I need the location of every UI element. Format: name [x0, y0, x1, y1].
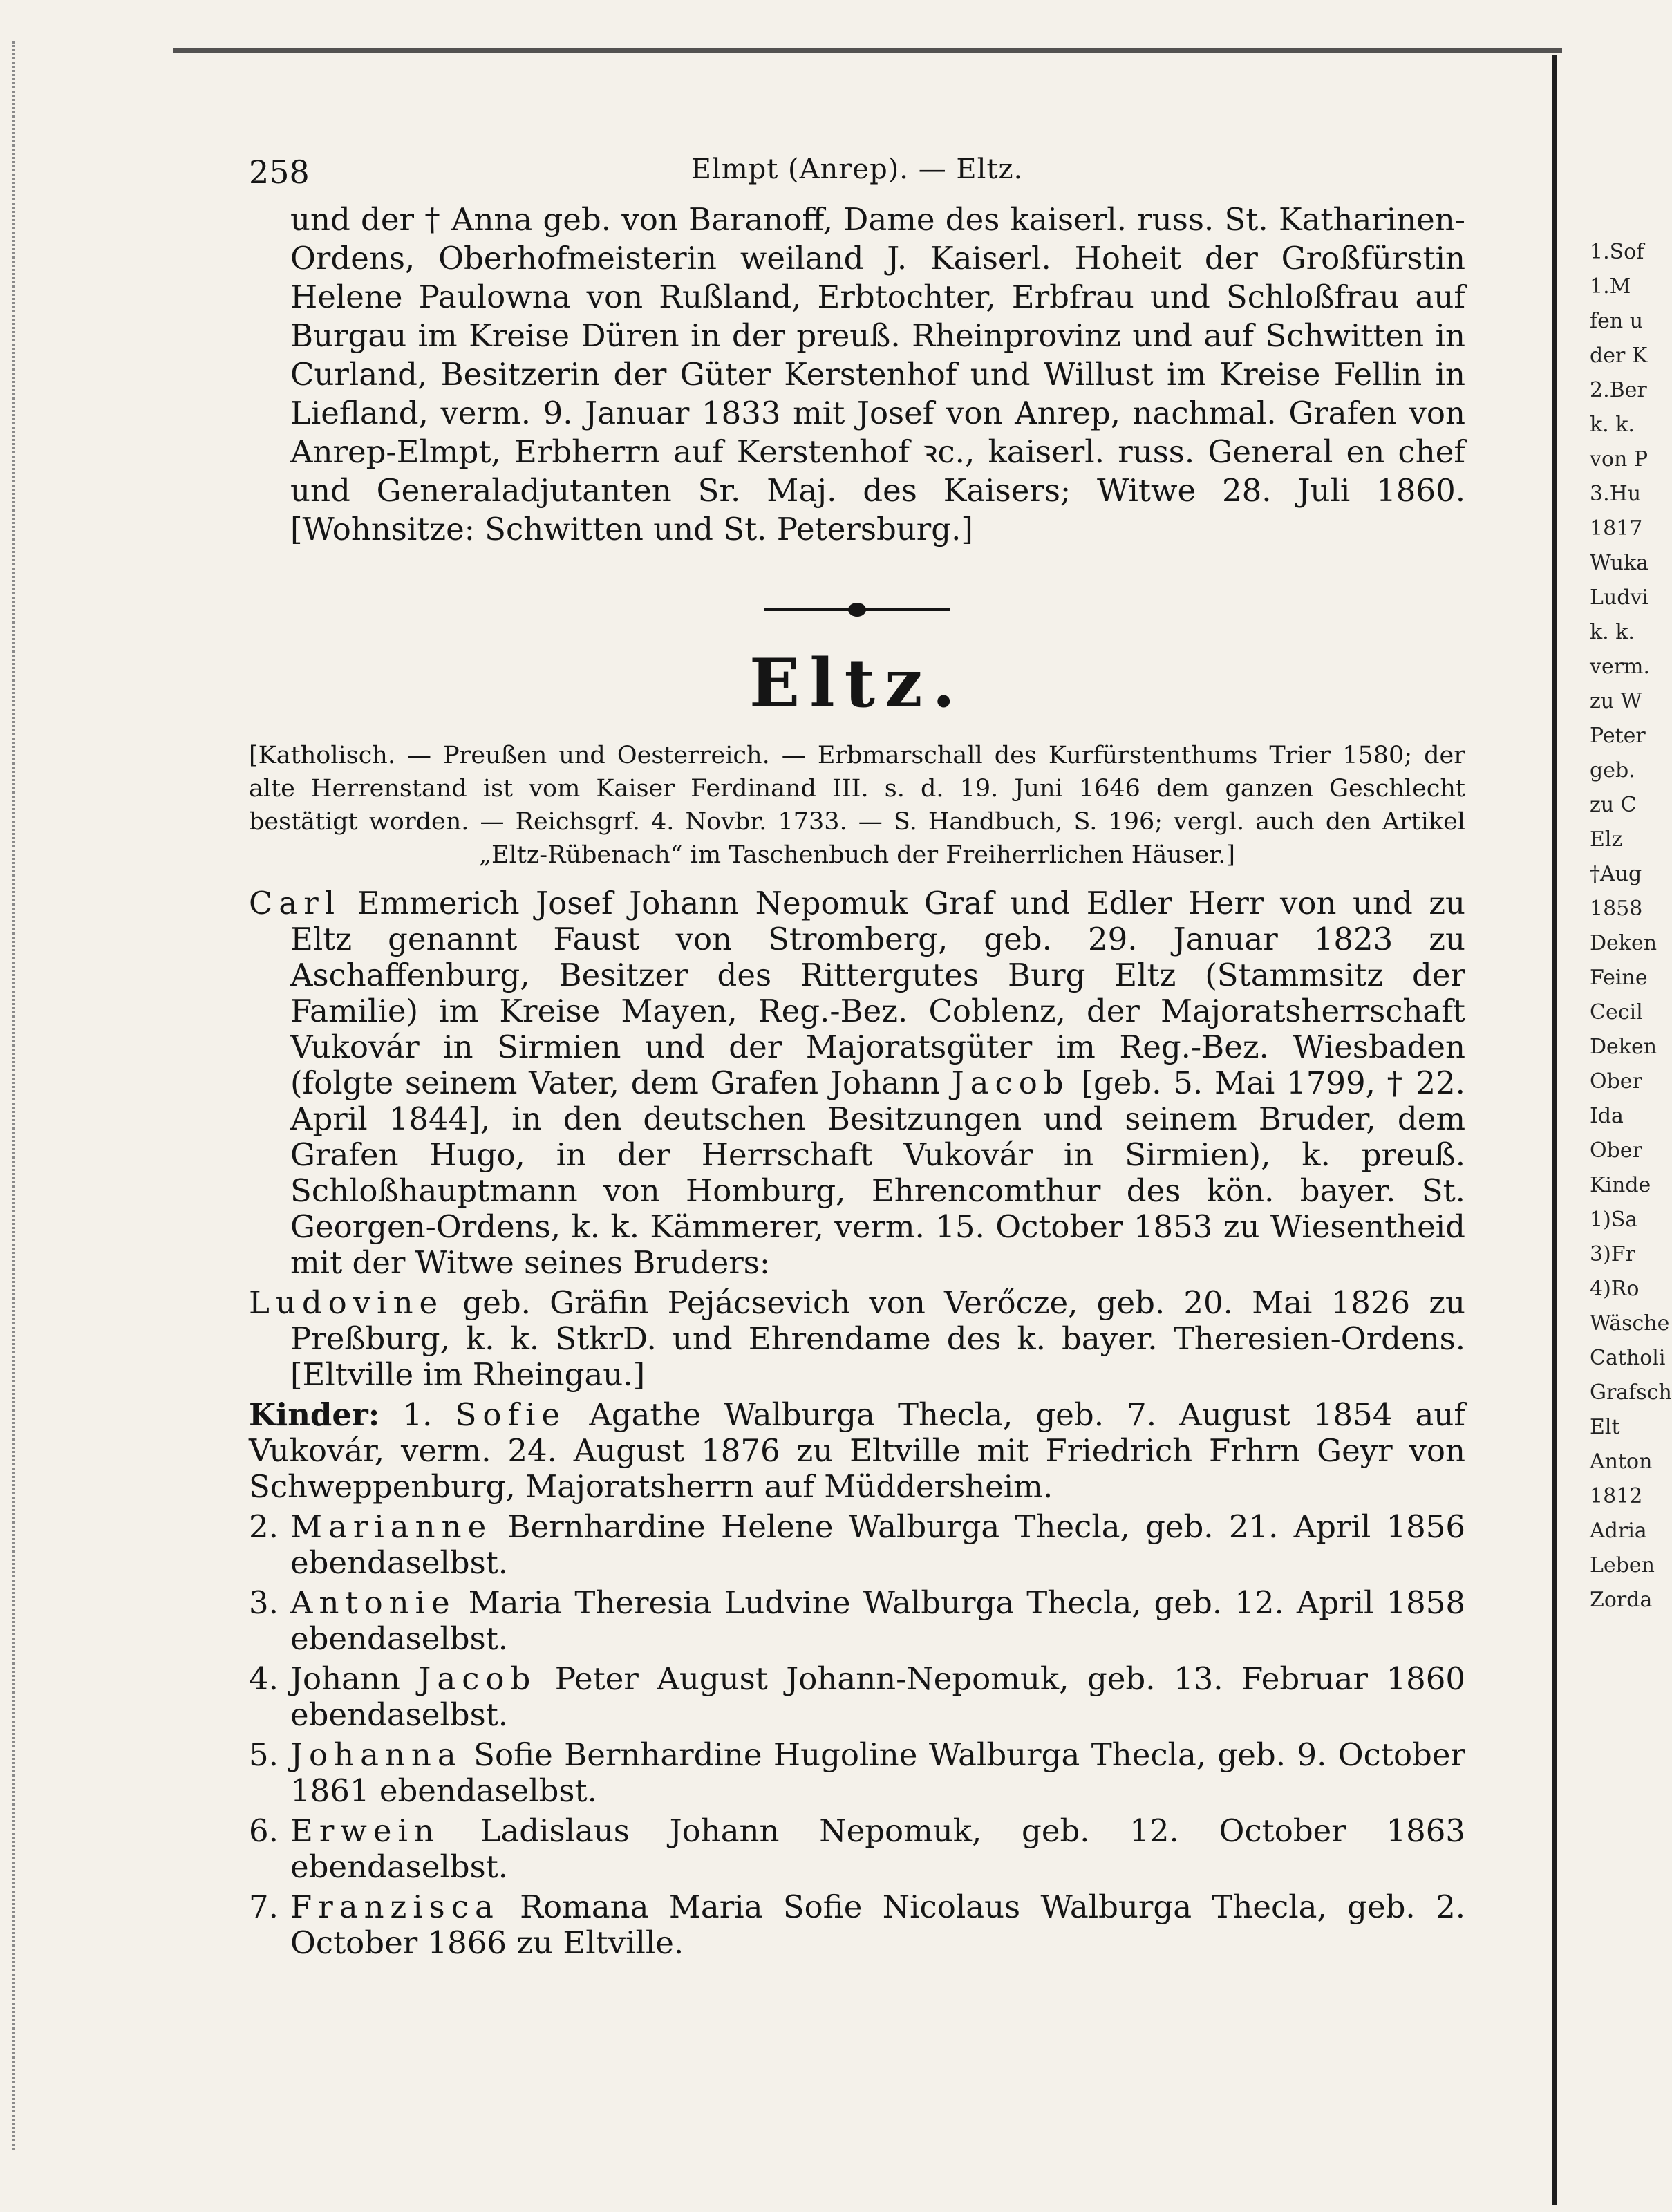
child-item: [249, 1585, 1465, 1657]
neighbor-page-fragment: 4)Ro: [1590, 1277, 1640, 1301]
neighbor-page-fragment: 1)Sa: [1590, 1208, 1638, 1232]
page: [249, 138, 1465, 1961]
child-number: 6.: [249, 1812, 279, 1849]
child-name: Sofie: [455, 1396, 567, 1433]
child-text: [290, 1661, 1465, 1733]
neighbor-page-fragment: k. k.: [1590, 413, 1635, 437]
head-of-house-text-after: [geb. 5. Mai 1799, † 22. April 1844], in den deutschen Besitzungen und seinem Bruder, dem Grafen Hugo, in der Herrschaft Vukovár in Sirmien), k. preuß. Schloßhauptmann von Homburg, Ehrencomthur des kön. bayer. St. Georgen-Ordens, k. k. Kämmerer, verm. 15. October 1853 zu Wiesentheid mit der Witwe seines Bruders:: [290, 1065, 1465, 1281]
neighbor-page-fragment: Deken: [1590, 931, 1657, 955]
neighbor-page-fragment: Ida: [1590, 1104, 1624, 1128]
family-title: Eltz.: [749, 644, 965, 722]
page-number: 258: [249, 153, 310, 191]
divider-dot: [848, 603, 866, 617]
child-item: [249, 1661, 1465, 1733]
neighbor-page-fragment: Ober: [1590, 1138, 1642, 1163]
neighbor-page-fragment: 2.Ber: [1590, 378, 1647, 402]
neighbor-page-fragment: Catholi: [1590, 1346, 1666, 1370]
neighbor-page-fragment: zu C: [1590, 793, 1637, 817]
child-item: [249, 1889, 1465, 1961]
child-number: 3.: [249, 1584, 279, 1621]
neighbor-page-fragment: k. k.: [1590, 620, 1635, 644]
child-number: 1.: [402, 1396, 433, 1433]
child-description: Bernhardine Helene Walburga Thecla, geb. 21. April 1856 ebendaselbst.: [290, 1508, 1465, 1581]
neighbor-page-fragment: 1.Sof: [1590, 240, 1644, 264]
neighbor-page-fragment: von P: [1590, 447, 1648, 471]
child-number: 2.: [249, 1508, 279, 1545]
neighbor-page-fragment: 3.Hu: [1590, 482, 1642, 506]
child-name: Erwein: [290, 1812, 440, 1849]
neighbor-page-strip: [1590, 235, 1672, 2143]
continuation-paragraph: und der † Anna geb. von Baranoff, Dame des kaiserl. russ. St. Katharinen-Ordens, Oberhofmeisterin weiland J. Kaiserl. Hoheit der Großfürstin Helene Paulowna von Rußland, Erbtochter, Erbfrau und Schloßfrau auf Burgau im Kreise Düren in der preuß. Rheinprovinz und auf Schwitten in Curland, Besitzerin der Güter Kerstenhof und Willust im Kreise Fellin in Liefland, verm. 9. Januar 1833 mit Josef von Anrep, nachmal. Grafen von Anrep-Elmpt, Erbherrn auf Kerstenhof ꝛc., kaiserl. russ. General en chef und Generaladjutanten Sr. Maj. des Kaisers; Witwe 28. Juli 1860. [Wohnsitze: Schwitten und St. Petersburg.]: [290, 201, 1465, 547]
neighbor-page-fragment: Wäsche: [1590, 1311, 1670, 1335]
neighbor-page-fragment: zu W: [1590, 689, 1642, 713]
child-name: Antonie: [290, 1584, 456, 1621]
head-of-house-name: Carl: [249, 885, 341, 921]
neighbor-page-fragment: der K: [1590, 344, 1648, 368]
neighbor-page-fragment: Feine: [1590, 966, 1648, 990]
neighbor-page-fragment: 1.M: [1590, 274, 1631, 299]
child-description: Sofie Bernhardine Hugoline Walburga Thecla, geb. 9. October 1861 ebendaselbst.: [290, 1736, 1466, 1809]
neighbor-page-fragment: verm.: [1590, 655, 1651, 679]
head-of-house-text: Emmerich Josef Johann Nepomuk Graf und Edler Herr von und zu Eltz genannt Faust von Stromberg, geb. 29. Januar 1823 zu Aschaffenburg, Besitzer des Rittergutes Burg Eltz (Stammsitz der Familie) im Kreise Mayen, Reg.-Bez. Coblenz, der Majoratsherrschaft Vukovár in Sirmien und der Majoratsgüter im Reg.-Bez. Wiesbaden (folgte seinem Vater, dem Grafen Johann: [290, 885, 1465, 1101]
child-text: [290, 1509, 1465, 1581]
child-description: Romana Maria Sofie Nicolaus Walburga Thecla, geb. 2. October 1866 zu Eltville.: [290, 1888, 1465, 1961]
neighbor-page-fragment: geb.: [1590, 758, 1635, 782]
family-summary: [Katholisch. — Preußen und Oesterreich. — Erbmarschall des Kurfürstenthums Trier 1580; der alte Herrenstand ist vom Kaiser Ferdinand III. s. d. 19. Juni 1646 dem ganzen Geschlecht bestätigt worden. — Reichsgrf. 4. Novbr. 1733. — S. Handbuch, S. 196; vergl. auch den Artikel „Eltz-Rübenach“ im Taschenbuch der Freiherrlichen Häuser.]: [249, 742, 1465, 869]
child-description: Agathe Walburga Thecla, geb. 7. August 1854 auf Vukovár, verm. 24. August 1876 zu Eltville mit Friedrich Frhrn Geyr von Schweppenburg, Majoratsherrn auf Müddersheim.: [249, 1396, 1465, 1505]
neighbor-page-fragment: Peter: [1590, 724, 1646, 748]
children-label: Kinder:: [249, 1396, 380, 1433]
child-text: [290, 1737, 1465, 1809]
neighbor-page-fragment: Deken: [1590, 1035, 1657, 1059]
neighbor-page-fragment: Anton: [1590, 1450, 1653, 1474]
neighbor-page-fragment: Cecil: [1590, 1000, 1643, 1024]
child-name: Marianne: [290, 1508, 493, 1545]
neighbor-page-fragment: Leben: [1590, 1553, 1655, 1577]
neighbor-page-fragment: Ludvi: [1590, 585, 1648, 610]
child-number: 4.: [249, 1660, 279, 1697]
father-name: Jacob: [951, 1065, 1070, 1101]
neighbor-page-fragment: Ober: [1590, 1069, 1642, 1094]
top-rule: [173, 48, 1562, 53]
child-name: Jacob: [418, 1660, 537, 1697]
neighbor-page-fragment: Adria: [1590, 1519, 1647, 1543]
child-description: Peter August Johann-Nepomuk, geb. 13. Februar 1860 ebendaselbst.: [290, 1660, 1465, 1733]
child-item: [249, 1509, 1465, 1581]
child-text: [249, 1397, 1465, 1505]
page-gutter: [1552, 55, 1557, 2205]
neighbor-page-fragment: Zorda: [1590, 1588, 1653, 1612]
child-name: Johanna: [290, 1736, 462, 1773]
head-of-house-entry: [249, 885, 1465, 1281]
spouse-text: geb. Gräfin Pejácsevich von Verőcze, geb. 20. Mai 1826 zu Preßburg, k. k. StkrD. und Ehrendame des k. bayer. Theresien-Ordens. [Eltville im Rheingau.]: [290, 1284, 1465, 1393]
child-name: Franzisca: [290, 1888, 500, 1925]
child-number: 7.: [249, 1888, 279, 1925]
neighbor-page-fragment: 3)Fr: [1590, 1242, 1635, 1266]
page-header: [249, 138, 1465, 200]
child-first-name: Johann: [290, 1660, 400, 1697]
neighbor-page-fragment: Kinde: [1590, 1173, 1651, 1197]
spouse-entry: [249, 1285, 1465, 1393]
child-text: [290, 1585, 1465, 1657]
neighbor-page-fragment: Elz: [1590, 827, 1623, 852]
scan-edge-left: [12, 41, 24, 2150]
child-description: Ladislaus Johann Nepomuk, geb. 12. October 1863 ebendaselbst.: [290, 1812, 1465, 1885]
neighbor-page-fragment: 1812: [1590, 1484, 1643, 1508]
child-item: [249, 1813, 1465, 1885]
neighbor-page-fragment: Wuka: [1590, 551, 1649, 575]
child-description: Maria Theresia Ludvine Walburga Thecla, geb. 12. April 1858 ebendaselbst.: [290, 1584, 1465, 1657]
neighbor-page-fragment: fen u: [1590, 309, 1644, 333]
neighbor-page-fragment: 1817: [1590, 516, 1643, 541]
neighbor-page-fragment: 1858: [1590, 897, 1643, 921]
neighbor-page-fragment: Elt: [1590, 1415, 1620, 1439]
child-item: [249, 1737, 1465, 1809]
child-text: [290, 1889, 1465, 1961]
spouse-name: Ludovine: [249, 1284, 444, 1321]
neighbor-page-fragment: †Aug: [1590, 862, 1642, 886]
section-divider-ornament: [764, 603, 950, 617]
running-head: Elmpt (Anrep). — Eltz.: [691, 153, 1024, 185]
child-item: [249, 1397, 1465, 1505]
child-text: [290, 1813, 1465, 1885]
child-number: 5.: [249, 1736, 279, 1773]
neighbor-page-fragment: Grafsch: [1590, 1380, 1672, 1405]
